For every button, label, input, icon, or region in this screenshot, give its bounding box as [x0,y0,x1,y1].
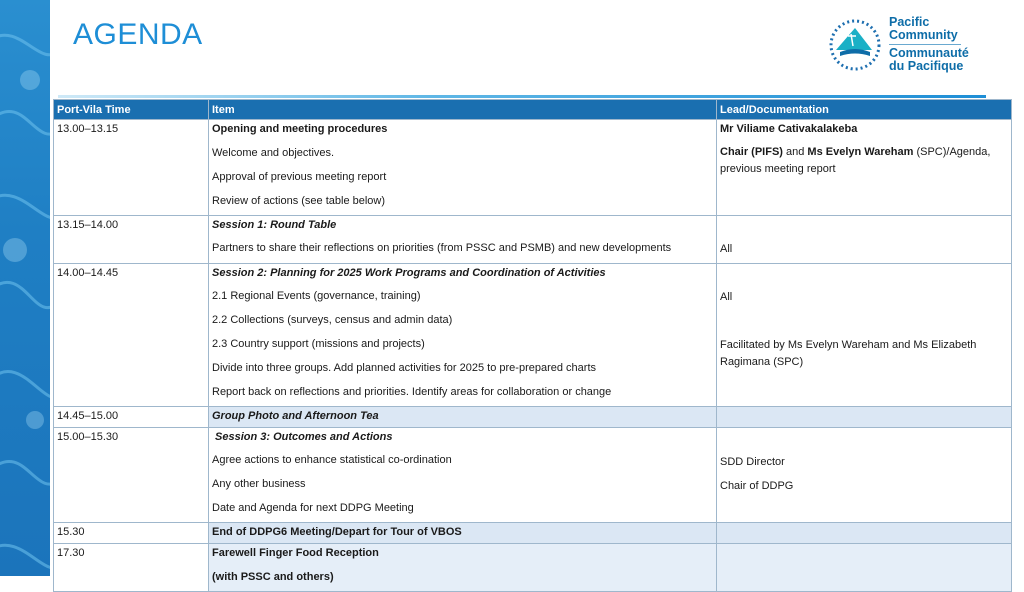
logo-line-pacific: Pacific [889,15,930,29]
item-heading: Session 2: Planning for 2025 Work Programs and Coordination of Activities [212,267,606,279]
item-line: Report back on reflections and priorities. Identify areas for collaboration or change [212,386,612,398]
wave-pattern-icon [0,0,50,576]
lead-line: Mr Viliame Cativakalakeba [720,123,858,135]
item-line: Review of actions (see table below) [212,195,386,207]
item-heading: Opening and meeting procedures [212,123,388,135]
lead-cell [717,216,1012,264]
item-line: Date and Agenda for next DDPG Meeting [212,502,414,514]
lead-line: SDD Director [720,456,785,468]
lead-line: Chair (PIFS) and Ms Evelyn Wareham (SPC)/Agenda, previous meeting report [720,146,991,175]
item-heading: Session 1: Round Table [212,219,337,231]
item-cell [209,264,717,407]
lead-cell [717,523,1012,544]
item-heading: End of DDPG6 Meeting/Depart for Tour of VBOS [212,526,462,538]
item-line: 2.2 Collections (surveys, census and admin data) [212,314,453,326]
time-cell: 15.30 [54,523,209,544]
item-line: Any other business [212,478,306,490]
table-row [54,428,1012,523]
column-header-item: Item [209,100,717,120]
item-line: Agree actions to enhance statistical co-ordination [212,454,452,466]
column-header-lead: Lead/Documentation [717,100,1012,120]
table-row [54,216,1012,264]
time-cell: 14.00–14.45 [54,264,209,407]
table-header-row [54,100,1012,120]
page-title: AGENDA [73,18,203,51]
time-cell: 13.00–13.15 [54,120,209,216]
spc-emblem-icon [826,16,884,74]
logo-line-du-pacifique: du Pacifique [889,59,964,73]
time-cell: 13.15–14.00 [54,216,209,264]
item-cell [209,120,717,216]
lead-cell [717,544,1012,592]
lead-line: Chair of DDPG [720,480,794,492]
item-heading: Session 3: Outcomes and Actions [215,431,393,443]
table-row [54,120,1012,216]
time-cell: 17.30 [54,544,209,592]
title-divider [58,95,986,98]
lead-cell [717,264,1012,407]
item-line: 2.1 Regional Events (governance, training) [212,290,421,302]
lead-cell [717,120,1012,216]
item-line: (with PSSC and others) [212,571,334,583]
lead-line: All [720,243,733,255]
item-line: Partners to share their reflections on priorities (from PSSC and PSMB) and new developments [212,242,672,254]
item-line: Welcome and objectives. [212,147,335,159]
agenda-table [53,99,1012,592]
column-header-time: Port-Vila Time [54,100,209,120]
item-line: Divide into three groups. Add planned activities for 2025 to pre-prepared charts [212,362,597,374]
item-cell [209,428,717,523]
time-cell: 15.00–15.30 [54,428,209,523]
item-heading: Farewell Finger Food Reception [212,547,379,559]
logo-line-communaute: Communauté [889,46,969,60]
table-row [54,407,1012,428]
table-row [54,264,1012,407]
item-cell [209,216,717,264]
item-line: 2.3 Country support (missions and projects) [212,338,425,350]
lead-cell [717,428,1012,523]
lead-cell [717,407,1012,428]
item-cell [209,544,717,592]
item-cell [209,407,717,428]
lead-line: Facilitated by Ms Evelyn Wareham and Ms Elizabeth Ragimana (SPC) [720,339,977,368]
item-heading: Group Photo and Afternoon Tea [212,410,379,422]
item-cell [209,523,717,544]
logo-divider [889,44,961,45]
table-row [54,544,1012,592]
time-cell: 14.45–15.00 [54,407,209,428]
table-row [54,523,1012,544]
lead-line: All [720,291,733,303]
logo-line-community: Community [889,28,958,42]
side-decoration-band [0,0,50,576]
item-line: Approval of previous meeting report [212,171,387,183]
logo-wordmark [889,16,969,73]
